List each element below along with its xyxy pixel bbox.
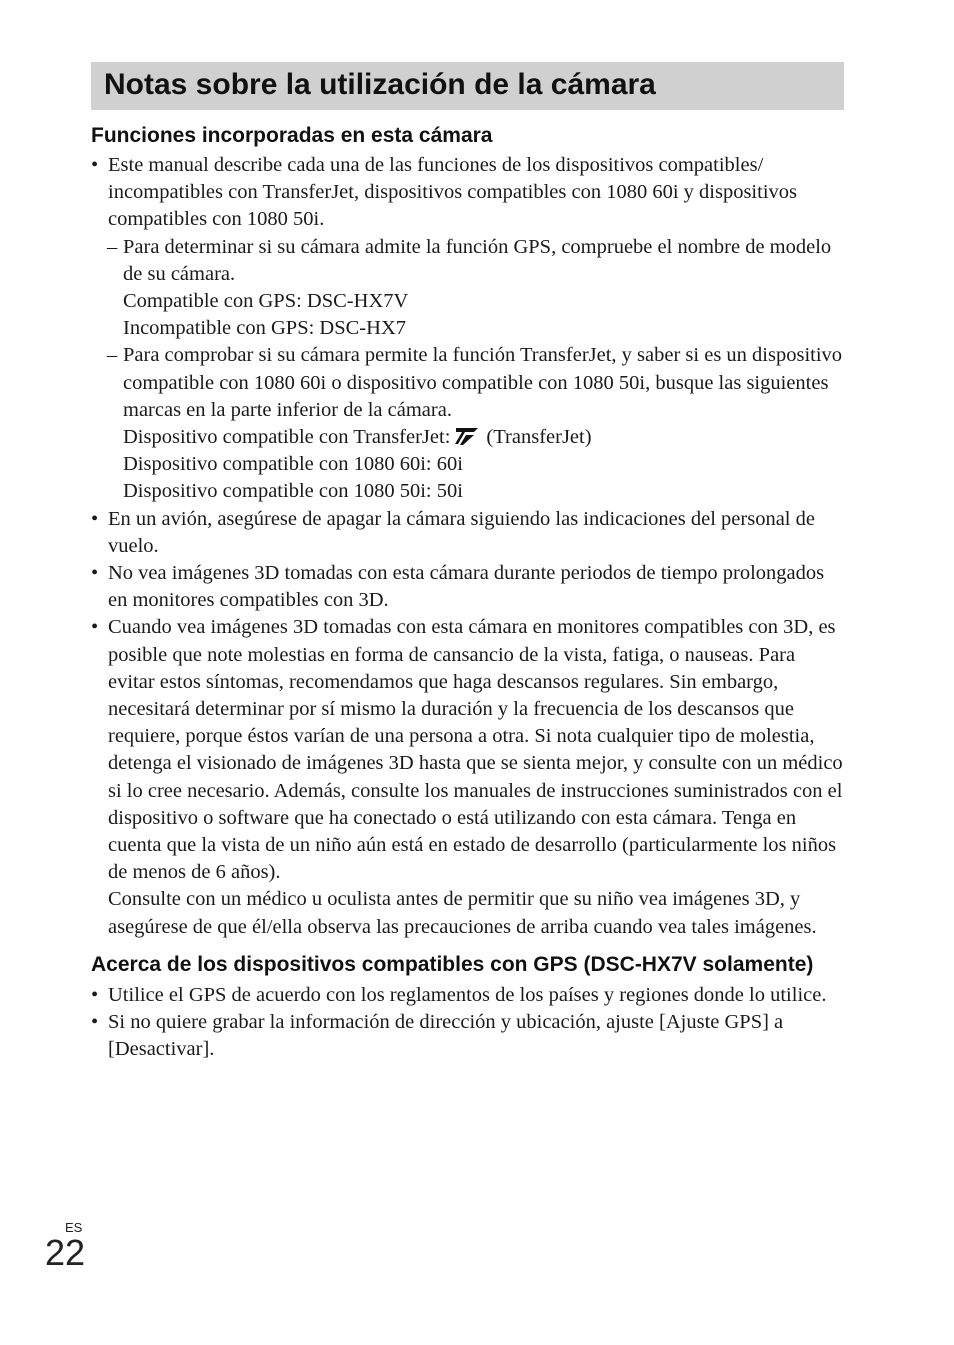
bullet-gps-desactivar: • Si no quiere grabar la información de dirección y ubicación, ajuste [Ajuste GPS] a [Desactivar]. (91, 1009, 843, 1063)
section-heading-gps: Acerca de los dispositivos compatibles con GPS (DSC-HX7V solamente) (91, 952, 814, 976)
bullet-3d-molestias: • Cuando vea imágenes 3D tomadas con esta cámara en monitores compatibles con 3D, es posible que note molestias en forma de cansancio de la vista, fatiga, o nauseas. Para evitar estos síntomas, recomendamos que haga descansos regulares. Sin embargo, necesitará determinar por sí mismo la duración y la frecuencia de los descansos que requiere, porque éstos varían de una persona a otra. Si nota cualquier tipo de molestia, detenga el visionado de imágenes 3D hasta que se sienta mejor, y consulte con un médico si lo cree necesario. Además, consulte los manuales de instrucciones suministrados con el dispositivo o software que ha conectado o está utilizando con esta cámara. Tenga en cuenta que la vista de un niño aún está en estado de desarrollo (particularmente los niños de menos de 6 años). (91, 614, 843, 886)
dash-gps-check: – Para determinar si su cámara admite la función GPS, compruebe el nombre de modelo de su cámara. (91, 234, 843, 288)
transferjet-label: Dispositivo compatible con TransferJet: (123, 426, 451, 449)
page-title: Notas sobre la utilización de la cámara (104, 68, 656, 101)
transferjet-suffix: (TransferJet) (486, 426, 592, 449)
dash-transferjet-check: – Para comprobar si su cámara permite la función TransferJet, y saber si es un dispositivo compatible con 1080 60i o dispositivo compatible con 1080 50i, busque las siguientes marcas en la parte inferior de la cámara. (91, 342, 843, 424)
page-number: 22 (45, 1232, 86, 1273)
gps-incompatible-line: Incompatible con GPS: DSC-HX7 (123, 317, 406, 340)
title-bar (91, 62, 844, 110)
transferjet-icon (454, 426, 480, 446)
mark-60i-line: Dispositivo compatible con 1080 60i: 60i (123, 453, 463, 476)
bullet-3d-consulte: Consulte con un médico u oculista antes de permitir que su niño vea imágenes 3D, y asegúrese de que él/ella observa las precauciones de arriba cuando vea tales imágenes. (108, 888, 817, 938)
section-heading-funciones: Funciones incorporadas en esta cámara (91, 124, 493, 147)
bullet-3d-prolongados: • No vea imágenes 3D tomadas con esta cámara durante periodos de tiempo prolongados en monitores compatibles con 3D. (91, 560, 843, 614)
bullet-manual-describe: • Este manual describe cada una de las funciones de los dispositivos compatibles/ incompatibles con TransferJet, dispositivos compatibles con 1080 60i y dispositivos compatibles con 1080 50i. (91, 152, 843, 234)
bullet-avion: • En un avión, asegúrese de apagar la cámara siguiendo las indicaciones del personal de vuelo. (91, 506, 843, 560)
mark-50i-line: Dispositivo compatible con 1080 50i: 50i (123, 480, 463, 503)
language-code: ES (65, 1220, 83, 1235)
bullet-gps-reglamentos: • Utilice el GPS de acuerdo con los reglamentos de los países y regiones donde lo utilice. (91, 982, 843, 1009)
content (91, 122, 843, 1064)
transferjet-mark-line (91, 424, 843, 451)
gps-compatible-line: Compatible con GPS: DSC-HX7V (123, 290, 409, 313)
